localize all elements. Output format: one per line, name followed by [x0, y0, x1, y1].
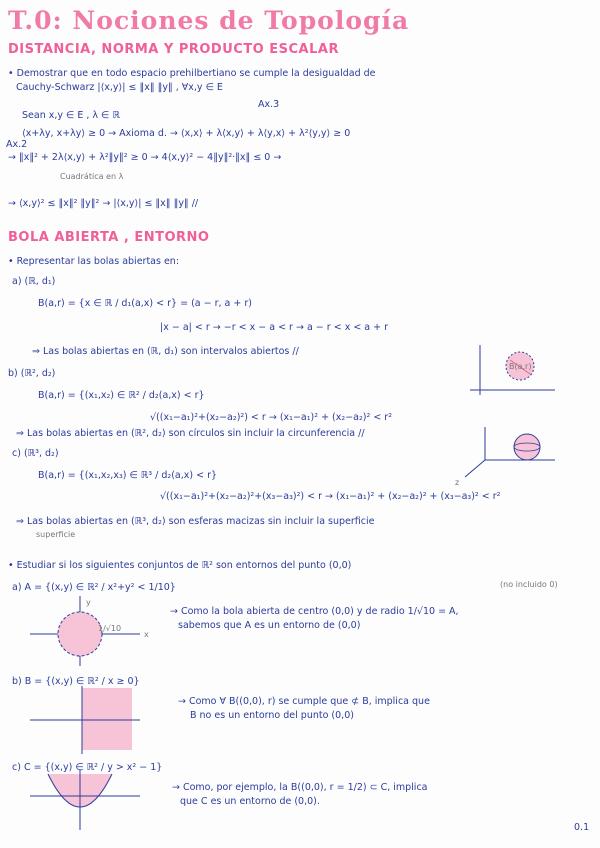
- x-axis-3d: [465, 460, 485, 477]
- case-c-line-2: √((x₁−a₁)²+(x₂−a₂)²+(x₃−a₃)²) < r → (x₁−a₁)² + (x₂−a₂)² + (x₃−a₃)² < r²: [160, 491, 501, 502]
- case-a-line-2: |x − a| < r → −r < x − a < r → a − r < x < a + r: [160, 322, 389, 333]
- proof-note: Cuadrática en λ: [60, 172, 124, 181]
- case-a-label: a) (ℝ, d₁): [12, 276, 56, 287]
- set-c-text-2: que C es un entorno de (0,0).: [180, 796, 320, 807]
- exercise-statement-2: Cauchy-Schwarz |⟨x,y⟩| ≤ ‖x‖ ‖y‖ , ∀x,y ∈ E: [16, 82, 223, 93]
- set-b-text-2: B no es un entorno del punto (0,0): [190, 710, 354, 721]
- axiom-note: Ax.3: [258, 99, 280, 110]
- radius-label: 1/√10: [98, 624, 122, 633]
- case-c-conclusion: ⇒ Las bolas abiertas en (ℝ³, d₂) son esferas macizas sin incluir la superficie: [16, 516, 375, 527]
- set-c-graph: [30, 770, 140, 840]
- axis-x-label: x: [144, 630, 149, 639]
- exercise-statement-balls: • Representar las bolas abiertas en:: [8, 256, 180, 267]
- axis-y-label: y: [86, 598, 91, 607]
- case-a-line-1: B(a,r) = {x ∈ ℝ / d₁(a,x) < r} = (a − r, a + r): [38, 298, 252, 309]
- set-a-text-2: sabemos que A es un entorno de (0,0): [178, 620, 361, 631]
- open-sphere: [514, 434, 540, 460]
- case-c-line-1: B(a,r) = {(x₁,x₂,x₃) ∈ ℝ³ / d₂(a,x) < r}: [38, 470, 218, 481]
- case-a-conclusion: ⇒ Las bolas abiertas en (ℝ, d₁) son intervalos abiertos //: [32, 346, 299, 357]
- set-a-text-1: → Como la bola abierta de centro (0,0) y de radio 1/√10 = A,: [170, 606, 459, 617]
- section-heading-ball: BOLA ABIERTA , ENTORNO: [8, 230, 210, 245]
- ball-label: B(a,r): [509, 362, 532, 371]
- proof-hypothesis: Sean x,y ∈ E , λ ∈ ℝ: [22, 110, 120, 121]
- set-c-text-1: → Como, por ejemplo, la B((0,0), r = 1/2) ⊂ C, implica: [172, 782, 428, 793]
- proof-line-1: ⟨x+λy, x+λy⟩ ≥ 0 → Axioma d. → ⟨x,x⟩ + λ⟨x,y⟩ + λ⟨y,x⟩ + λ²⟨y,y⟩ ≥ 0: [22, 128, 351, 139]
- axiom-note-2: Ax.2: [6, 139, 28, 150]
- set-c-label: c) C = {(x,y) ∈ ℝ² / y > x² − 1}: [12, 762, 163, 773]
- set-b-label: b) B = {(x,y) ∈ ℝ² / x ≥ 0}: [12, 676, 140, 687]
- page-title: T.0: Nociones de Topología: [8, 6, 410, 35]
- z-label: z: [455, 478, 460, 487]
- half-plane-b: [82, 688, 132, 750]
- set-a-graph: [30, 596, 140, 666]
- case-b-label: b) (ℝ², d₂): [8, 368, 56, 379]
- proof-conclusion: → ⟨x,y⟩² ≤ ‖x‖² ‖y‖² → |⟨x,y⟩| ≤ ‖x‖ ‖y‖ //: [8, 198, 199, 209]
- case-b-line-1: B(a,r) = {(x₁,x₂) ∈ ℝ² / d₂(a,x) < r}: [38, 390, 205, 401]
- set-b-graph: [30, 686, 140, 756]
- case-c-conclusion-2: superficie: [36, 530, 76, 539]
- exercise-statement: • Demostrar que en todo espacio prehilbertiano se cumple la desigualdad de: [8, 68, 376, 79]
- side-note: (no incluido 0): [500, 580, 558, 589]
- set-a-label: a) A = {(x,y) ∈ ℝ² / x²+y² < 1/10}: [12, 582, 176, 593]
- case-b-line-2: √((x₁−a₁)²+(x₂−a₂)²) < r → (x₁−a₁)² + (x₂−a₂)² < r²: [150, 412, 393, 423]
- disc-a: [58, 612, 102, 656]
- proof-line-2: → ‖x‖² + 2λ⟨x,y⟩ + λ²‖y‖² ≥ 0 → 4⟨x,y⟩² − 4‖y‖²·‖x‖ ≤ 0 →: [8, 152, 282, 163]
- case-c-label: c) (ℝ³, d₂): [12, 448, 59, 459]
- sphere-graph: [455, 425, 565, 485]
- exercise-statement-neighbourhood: • Estudiar si los siguientes conjuntos de ℝ² son entornos del punto (0,0): [8, 560, 352, 571]
- case-b-conclusion: ⇒ Las bolas abiertas en (ℝ², d₂) son círculos sin incluir la circunferencia //: [16, 428, 365, 439]
- set-b-text-1: → Como ∀ B((0,0), r) se cumple que ⊄ B, implica que: [178, 696, 430, 707]
- page-number: 0.1: [574, 822, 590, 833]
- section-heading-distance: DISTANCIA, NORMA Y PRODUCTO ESCALAR: [8, 42, 339, 57]
